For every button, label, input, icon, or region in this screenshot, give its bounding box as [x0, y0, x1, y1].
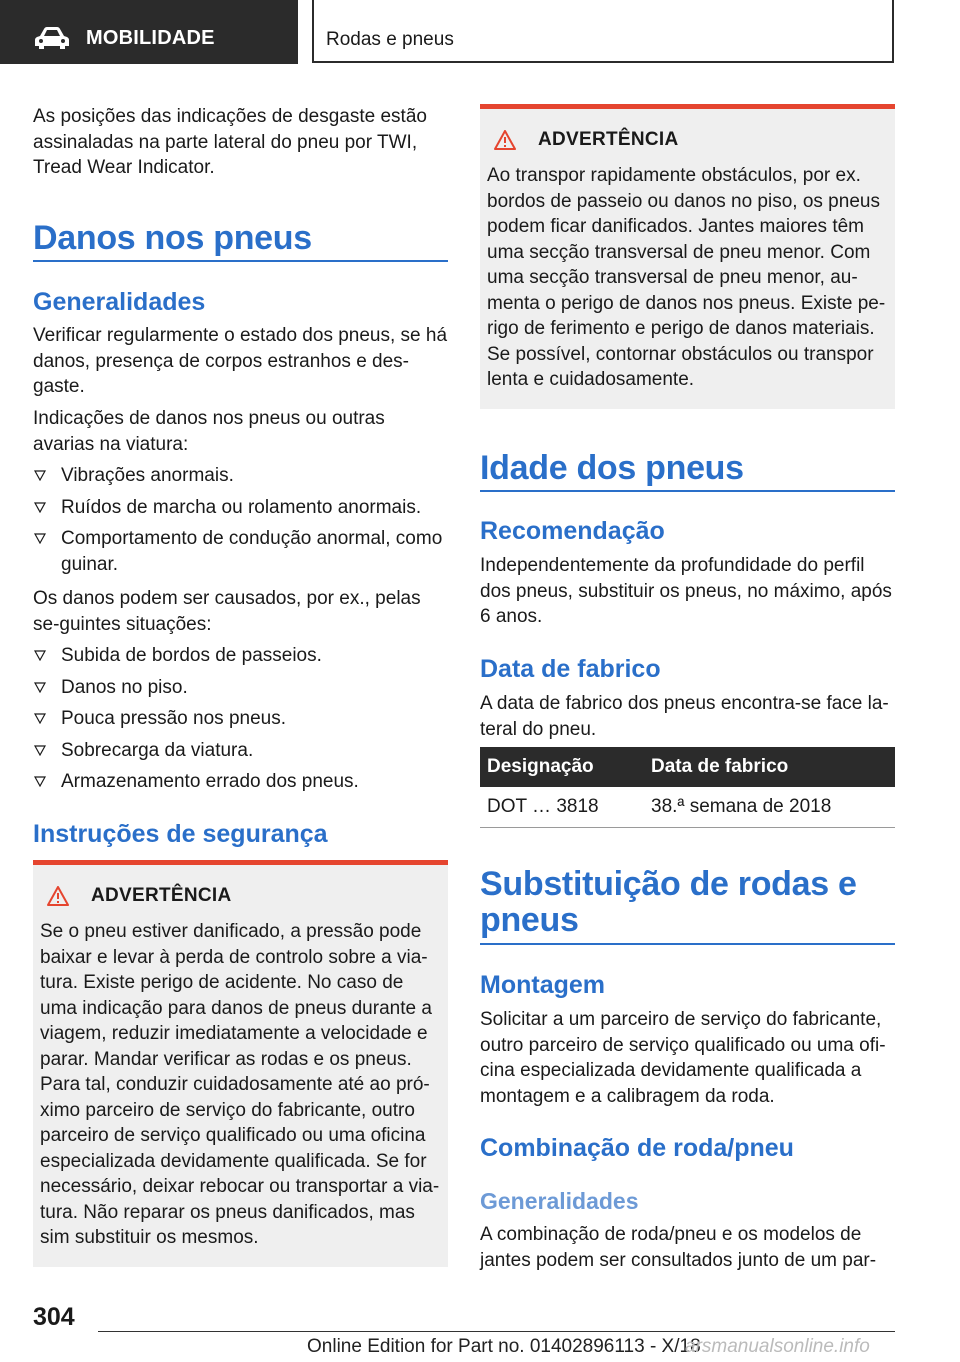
- warning-triangle-icon: [47, 886, 69, 906]
- section-tab: [0, 0, 298, 64]
- heading-data-fabrico: Data de fabrico: [480, 655, 661, 683]
- triangle-bullet-icon: [34, 775, 46, 787]
- heading-montagem: Montagem: [480, 971, 605, 999]
- heading-substituicao: Substituição de rodas e pneus: [480, 865, 857, 939]
- paragraph-indicacoes: Indicações de danos nos pneus ou outras avarias na viatura:: [33, 408, 385, 455]
- list-item: Subida de bordos de passeios.: [33, 643, 448, 669]
- danos-heading-block: [33, 218, 448, 262]
- table-row: [480, 787, 895, 828]
- list-item: Pouca pressão nos pneus.: [33, 706, 448, 732]
- chapter-header: [312, 0, 894, 63]
- idade-heading-block: [480, 448, 895, 492]
- triangle-bullet-icon: [34, 649, 46, 661]
- heading-combinacao: Combinação de roda/pneu: [480, 1134, 794, 1162]
- triangle-bullet-icon: [34, 681, 46, 693]
- car-icon: [34, 26, 70, 50]
- heading-generalidades-2: Generalidades: [480, 1188, 639, 1214]
- footer-rule: [98, 1331, 895, 1332]
- list-item: Danos no piso.: [33, 675, 448, 701]
- list-item: Comportamento de condução anormal, como guinar.: [33, 526, 448, 577]
- heading-rule: [33, 260, 448, 262]
- list-indicacoes: [33, 463, 448, 583]
- heading-instrucoes: Instruções de segurança: [33, 820, 328, 848]
- table-header-cell: Designação: [480, 747, 644, 787]
- paragraph-data-fabrico: A data de fabrico dos pneus encontra-se face la-teral do pneu.: [480, 693, 889, 740]
- paragraph-causas: Os danos podem ser causados, por ex., pelas se-guintes situações:: [33, 588, 421, 635]
- heading-danos: Danos nos pneus: [33, 219, 312, 257]
- fabrication-date-table: [480, 747, 895, 828]
- warning-text: Ao transpor rapidamente obstáculos, por ex. bordos de passeio ou danos no piso, os pneus podem ficar danificados. Jantes maiores têm uma secção transversal de pneu menor. Com uma secção transversal de pneu menor, au-menta o perigo de danos nos pneus. Existe pe-rigo de ferimento e perigo de danos materiais. Se possível, contornar obstáculos ou transpor lenta e cuidadosamente.: [487, 165, 886, 390]
- list-item: Armazenamento errado dos pneus.: [33, 769, 448, 795]
- warning-text: Se o pneu estiver danificado, a pressão pode baixar e levar à perda de controlo sobre a via-tura. Existe perigo de acidente. No caso de uma indicação para danos de pneus durante a viagem, reduzir imediatamente a velocidade e parar. Mandar verificar as rodas e os pneus. Para tal, conduzir cuidadosamente até ao pró-ximo parceiro de serviço do fabricante, outro parceiro de serviço qualificado ou uma oficina especializada devidamente qualificada. Se for necessário, deixar rebocar ou transportar a via-tura. Não reparar os pneus danificados, mas sim substituir os mesmos.: [40, 921, 440, 1248]
- warning-box-right: [480, 104, 895, 409]
- paragraph-montagem: Solicitar a um parceiro de serviço do fabricante, outro parceiro de serviço qualificado ou uma ofi-cina especializada devidamente qualificada a montagem e a calibragem da roda.: [480, 1009, 886, 1107]
- page-number: 304: [33, 1303, 75, 1331]
- heading-generalidades: Generalidades: [33, 288, 206, 316]
- section-title: MOBILIDADE: [86, 27, 215, 49]
- intro-paragraph: As posições das indicações de desgaste estão assinaladas na parte lateral do pneu por TWI, Tread Wear Indicator.: [33, 106, 427, 178]
- table-cell: 38.ª semana de 2018: [644, 787, 895, 828]
- chapter-title: Rodas e pneus: [326, 29, 454, 50]
- list-item: Sobrecarga da viatura.: [33, 738, 448, 764]
- heading-idade: Idade dos pneus: [480, 449, 744, 487]
- triangle-bullet-icon: [34, 501, 46, 513]
- warning-triangle-icon: [494, 130, 516, 150]
- list-item: Ruídos de marcha ou rolamento anormais.: [33, 495, 448, 521]
- substituicao-heading-block: [480, 866, 895, 945]
- footer-edition: Online Edition for Part no. 01402896113 - X/18: [307, 1336, 701, 1357]
- heading-recomendacao: Recomendação: [480, 517, 665, 545]
- table-cell: DOT … 3818: [480, 787, 644, 828]
- triangle-bullet-icon: [34, 469, 46, 481]
- warning-title: ADVERTÊNCIA: [538, 129, 679, 150]
- warning-title: ADVERTÊNCIA: [91, 885, 232, 906]
- table-header-row: [480, 747, 895, 787]
- triangle-bullet-icon: [34, 744, 46, 756]
- paragraph-combinacao: A combinação de roda/pneu e os modelos de jantes podem ser consultados junto de um par-: [480, 1224, 877, 1271]
- heading-rule: [480, 943, 895, 945]
- watermark: arsmanualsonline.info: [685, 1336, 870, 1357]
- triangle-bullet-icon: [34, 712, 46, 724]
- paragraph-verificar: Verificar regularmente o estado dos pneus, se há danos, presença de corpos estranhos e des-gaste.: [33, 325, 448, 397]
- heading-rule: [480, 490, 895, 492]
- table-header-cell: Data de fabrico: [644, 747, 895, 787]
- list-causas: [33, 643, 448, 801]
- triangle-bullet-icon: [34, 532, 46, 544]
- paragraph-recomendacao: Independentemente da profundidade do perfil dos pneus, substituir os pneus, no máximo, após 6 anos.: [480, 555, 892, 627]
- list-item: Vibrações anormais.: [33, 463, 448, 489]
- warning-box-left: [33, 860, 448, 1267]
